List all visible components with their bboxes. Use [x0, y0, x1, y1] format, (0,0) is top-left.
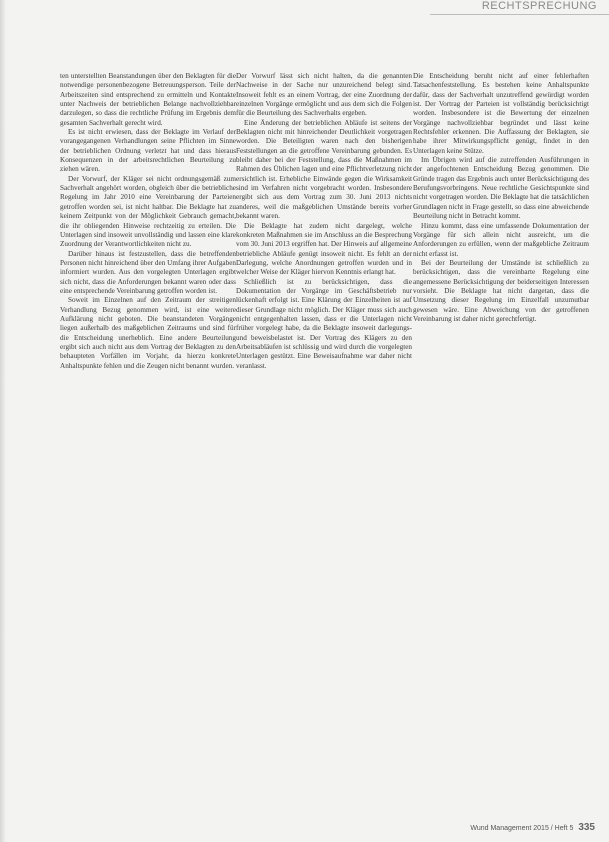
text-column-2 [236, 72, 412, 668]
binding-shadow [0, 0, 6, 842]
text-column-3 [413, 72, 589, 595]
paragraph: Eine Änderung der betrieblichen Abläufe ist seitens der Beklagten nicht mit hinreichender Deutlichkeit vorgetragen worden. Die Beteiligten waren nach den bisherigen Feststellungen an die getroffene Vereinbarung gebunden. Es bleibt daher bei der Feststellung, dass die Maßnahmen im Rahmen des Üblichen lagen und eine Pflichtverletzung nicht ersichtlich ist. Erhebliche Einwände gegen die Wirksamkeit sind im Verfahren nicht vorgebracht worden. Insbesondere ergibt sich aus dem Vortrag zum 30. Juni 2013 nichts anderes, weil die maßgeblichen Umstände bereits vorher bekannt waren. [236, 118, 412, 221]
page-number: 335 [578, 822, 595, 833]
paragraph: Der Vorwurf lässt sich nicht halten, da die genannten Nachweise in der Sache nur unzureichend belegt sind. Insoweit fehlt es an einem Vortrag, der eine Zuordnung der einzelnen Vorgänge ermöglicht und aus dem sich die Folgen für die Beurteilung des Sachverhalts ergeben. [236, 72, 412, 118]
paragraph: Bei der Beurteilung der Umstände ist schließlich zu berücksichtigen, dass die vereinbarte Regelung eine angemessene Berücksichtigung der beiderseitigen Interessen vorsieht. Die Beklagte hat nicht dargetan, dass die Umsetzung dieser Regelung im Einzelfall unzumutbar gewesen wäre. Eine Abweichung von der getroffenen Vereinbarung ist daher nicht gerechtfertigt. [413, 258, 589, 323]
paragraph: Der Vorwurf, der Kläger sei nicht ordnungsgemäß zum Sachverhalt angehört worden, obgleich über die betriebliche Regelung im Jahr 2010 eine Vereinbarung der Parteien getroffen worden sei, ist nicht haltbar. Die Beklagte hat zu keinem Zeitpunkt von der Möglichkeit Gebrauch gemacht, die ihr obliegenden Hinweise rechtzeitig zu erteilen. Die Unterlagen sind insoweit unvollständig und lassen eine klare Zuordnung der Verantwortlichkeiten nicht zu. [60, 174, 236, 249]
paragraph: ten unterstellten Beanstandungen über den Beklagten für die notwendige personenbezogene Betreuungsperson. Teile der Arbeitszeiten sind entsprechend zu ermitteln und Kontakte unter Nachweis der betrieblichen Belange nachvollziehbar darzulegen, so dass die rechtliche Prüfung im Ergebnis dem gesamten Sachverhalt gerecht wird. [60, 72, 236, 127]
paragraph: Die Beklagte hat zudem nicht dargelegt, welche konkreten Maßnahmen sie im Anschluss an die Besprechung vom 30. Juni 2013 ergriffen hat. Der Hinweis auf allgemeine betriebliche Abläufe genügt insoweit nicht. Es fehlt an der Darlegung, welche Anordnungen getroffen wurden und in welcher Weise der Kläger hiervon Kenntnis erlangt hat. [236, 221, 412, 277]
paragraph: Schließlich ist zu berücksichtigen, dass die Dokumentation der Vorgänge im Geschäftsbetrieb nur lückenhaft erfolgt ist. Eine Klärung der Einzelheiten ist auf dieser Grundlage nicht möglich. Der Kläger muss sich auch nicht entgegenhalten lassen, dass er die Unterlagen nicht früher vorgelegt habe, da die Beklagte insoweit darlegungs- und beweisbelastet ist. Der Vortrag des Klägers zu den Arbeitsabläufen ist schlüssig und wird durch die vorgelegten Unterlagen gestützt. Eine Beweisaufnahme war daher nicht veranlasst. [236, 277, 412, 370]
paragraph: Soweit im Einzelnen auf den Zeitraum der streitigen Verhandlung Bezug genommen wird, ist eine weitere Aufklärung nicht geboten. Die beanstandeten Vorgänge liegen außerhalb des maßgeblichen Zeitraums und sind für die Entscheidung unerheblich. Eine andere Beurteilung ergibt sich auch nicht aus dem Vortrag der Beklagten zu den behaupteten Vorfällen im Vorjahr, da hierzu konkrete Anhaltspunkte fehlen und die Zeugen nicht benannt wurden. [60, 296, 236, 370]
paragraph: Im Übrigen wird auf die zutreffenden Ausführungen in der angefochtenen Entscheidung Bezug genommen. Die Gründe tragen das Ergebnis auch unter Berücksichtigung des Berufungsvorbringens. Neue rechtliche Gesichtspunkte sind nicht vorgetragen worden. Die Beklagte hat die tatsächlichen Grundlagen nicht in Frage gestellt, so dass eine abweichende Beurteilung nicht in Betracht kommt. [413, 156, 589, 221]
page-footer [470, 822, 595, 833]
paragraph: Es ist nicht erwiesen, dass der Beklagte im Verlauf der vorangegangenen Verhandlungen seine Pflichten im Sinne der betrieblichen Ordnung verletzt hat und dass hieraus Konsequenzen in der arbeitsrechtlichen Beurteilung zu ziehen wären. [60, 128, 236, 174]
paragraph: Die Entscheidung beruht nicht auf einer fehlerhaften Tatsachenfeststellung. Es bestehen keine Anhaltspunkte dafür, dass der Sachverhalt unzutreffend gewürdigt worden ist. Der Vortrag der Parteien ist vollständig berücksichtigt worden. Insbesondere ist die Bewertung der einzelnen Vorgänge nachvollziehbar begründet und lässt keine Rechtsfehler erkennen. Die Auffassung der Beklagten, sie habe ihrer Mitwirkungspflicht genügt, findet in den Unterlagen keine Stütze. [413, 72, 589, 155]
header-rule [430, 14, 609, 15]
paragraph: Hinzu kommt, dass eine umfassende Dokumentation der Vorgänge für sich allein nicht ausreicht, um die Anforderungen zu erfüllen, wenn der maßgebliche Zeitraum nicht erfasst ist. [413, 221, 589, 258]
publication-name: Wund Management 2015 / Heft 5 [470, 825, 574, 832]
text-column-1 [60, 72, 236, 668]
section-title: RECHTSPRECHUNG [481, 0, 597, 12]
paragraph: Darüber hinaus ist festzustellen, dass die betreffenden Personen nicht hinreichend über den Umfang ihrer Aufgaben informiert wurden. Aus den vorgelegten Unterlagen ergibt sich nicht, dass die Anforderungen bekannt waren oder dass eine entsprechende Vereinbarung getroffen worden ist. [60, 249, 236, 295]
